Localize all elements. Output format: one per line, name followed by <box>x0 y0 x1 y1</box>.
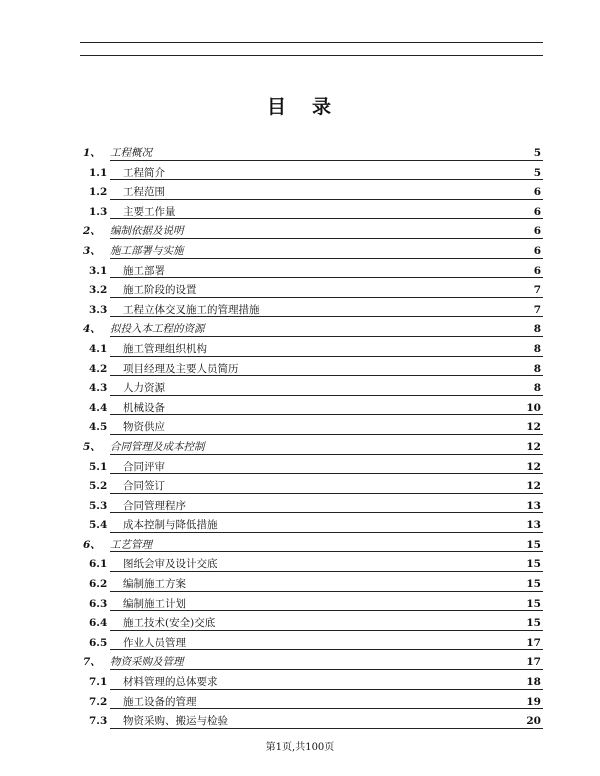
toc-entry-leader-line <box>110 454 543 455</box>
toc-entry-number: 2、 <box>83 225 101 238</box>
toc-entry[interactable] <box>80 496 543 516</box>
toc-entry[interactable] <box>80 319 543 339</box>
toc-entry-number: 5.1 <box>89 460 108 473</box>
toc-entry[interactable] <box>80 398 543 418</box>
toc-entry-number: 6.2 <box>89 578 108 591</box>
toc-entry-title: 施工设备的管理 <box>123 695 197 708</box>
toc-entry[interactable] <box>80 672 543 692</box>
toc-entry-page-number: 17 <box>526 656 541 669</box>
toc-entry-title: 工程立体交叉施工的管理措施 <box>123 303 260 316</box>
toc-entry[interactable] <box>80 437 543 457</box>
toc-entry-page-number: 12 <box>526 460 541 473</box>
toc-entry-title: 物资采购及管理 <box>110 656 184 669</box>
toc-entry-leader-line <box>110 258 543 259</box>
header-rule-bottom <box>80 55 543 56</box>
toc-entry-number: 5、 <box>83 440 101 453</box>
toc-entry-title: 物资采购、搬运与检验 <box>123 715 228 728</box>
table-of-contents <box>80 143 543 731</box>
toc-entry-title: 工艺管理 <box>110 538 152 551</box>
toc-entry[interactable] <box>80 143 543 163</box>
toc-entry[interactable] <box>80 535 543 555</box>
toc-entry-title: 主要工作量 <box>123 205 176 218</box>
toc-entry-leader-line <box>110 297 543 298</box>
title-char-1: 目 <box>266 96 288 118</box>
toc-entry[interactable] <box>80 652 543 672</box>
toc-entry-page-number: 6 <box>533 205 541 218</box>
toc-entry-title: 机械设备 <box>123 401 165 414</box>
toc-entry-leader-line <box>110 728 543 729</box>
toc-entry-title: 编制依据及说明 <box>110 225 184 238</box>
toc-entry-title: 编制施工计划 <box>123 597 186 610</box>
toc-entry-number: 3.3 <box>89 303 108 316</box>
toc-entry-title: 合同签订 <box>123 480 165 493</box>
toc-entry-title: 工程简介 <box>123 166 165 179</box>
toc-entry-number: 3、 <box>83 244 101 257</box>
toc-entry-leader-line <box>110 395 543 396</box>
toc-entry-leader-line <box>110 375 543 376</box>
toc-entry[interactable] <box>80 554 543 574</box>
toc-entry-number: 5.3 <box>89 499 108 512</box>
toc-entry-page-number: 8 <box>533 382 541 395</box>
toc-entry[interactable] <box>80 300 543 320</box>
toc-entry-title: 合同管理及成本控制 <box>110 440 205 453</box>
toc-entry-leader-line <box>110 669 543 670</box>
toc-entry-leader-line <box>110 571 543 572</box>
toc-entry-leader-line <box>110 356 543 357</box>
toc-entry-leader-line <box>110 493 543 494</box>
toc-entry-leader-line <box>110 649 543 650</box>
toc-entry-number: 5.2 <box>89 480 108 493</box>
toc-entry[interactable] <box>80 163 543 183</box>
page-title <box>0 92 600 119</box>
toc-entry-number: 1、 <box>83 147 101 159</box>
toc-entry-page-number: 7 <box>533 284 541 297</box>
toc-entry[interactable] <box>80 711 543 731</box>
toc-entry-leader-line <box>110 591 543 592</box>
toc-entry-page-number: 18 <box>526 676 541 689</box>
toc-entry[interactable] <box>80 633 543 653</box>
toc-entry[interactable] <box>80 241 543 261</box>
toc-entry-number: 3.2 <box>89 284 108 297</box>
toc-entry-number: 4.3 <box>89 382 108 395</box>
toc-entry-number: 6.1 <box>89 558 108 571</box>
toc-entry[interactable] <box>80 182 543 202</box>
toc-entry-title: 作业人员管理 <box>123 636 186 649</box>
toc-entry-leader-line <box>110 160 543 161</box>
toc-entry-page-number: 8 <box>533 342 541 355</box>
toc-entry-page-number: 8 <box>533 362 541 375</box>
toc-entry-leader-line <box>110 238 543 239</box>
toc-entry-title: 物资供应 <box>123 421 165 434</box>
toc-entry-number: 7.3 <box>89 715 108 728</box>
toc-entry-number: 6.5 <box>89 636 108 649</box>
title-char-2: 录 <box>312 96 334 118</box>
toc-entry-page-number: 10 <box>526 401 541 414</box>
toc-entry-number: 6.3 <box>89 597 108 610</box>
toc-entry-number: 3.1 <box>89 264 108 277</box>
toc-entry-title: 人力资源 <box>123 382 165 395</box>
toc-entry-number: 1.2 <box>89 186 108 199</box>
toc-entry-leader-line <box>110 336 543 337</box>
toc-entry[interactable] <box>80 574 543 594</box>
toc-entry-page-number: 15 <box>526 617 541 630</box>
toc-entry-title: 施工部署 <box>123 264 165 277</box>
toc-entry-title: 编制施工方案 <box>123 578 186 591</box>
toc-entry-title: 材料管理的总体要求 <box>123 676 218 689</box>
toc-entry-page-number: 6 <box>533 225 541 238</box>
toc-entry-number: 4.2 <box>89 362 108 375</box>
toc-entry-page-number: 6 <box>533 244 541 257</box>
toc-entry-number: 7、 <box>83 656 101 669</box>
toc-entry-leader-line <box>110 551 543 552</box>
toc-entry-page-number: 5 <box>533 147 541 159</box>
toc-entry-page-number: 8 <box>533 323 541 336</box>
toc-entry[interactable] <box>80 359 543 379</box>
toc-entry[interactable] <box>80 457 543 477</box>
toc-entry-number: 4.1 <box>89 342 108 355</box>
toc-entry-leader-line <box>110 199 543 200</box>
toc-entry-page-number: 15 <box>526 597 541 610</box>
toc-entry-title: 合同管理程序 <box>123 499 186 512</box>
toc-entry-page-number: 12 <box>526 421 541 434</box>
toc-entry[interactable] <box>80 221 543 241</box>
toc-entry-title: 工程范围 <box>123 186 165 199</box>
toc-entry-page-number: 15 <box>526 558 541 571</box>
toc-entry-leader-line <box>110 689 543 690</box>
toc-entry-title: 施工部署与实施 <box>110 244 184 257</box>
toc-entry-page-number: 12 <box>526 440 541 453</box>
toc-entry-page-number: 19 <box>526 695 541 708</box>
toc-entry-title: 项目经理及主要人员简历 <box>123 362 239 375</box>
toc-entry-leader-line <box>110 610 543 611</box>
toc-entry-title: 拟投入本工程的资源 <box>110 323 205 336</box>
toc-entry-page-number: 15 <box>526 538 541 551</box>
toc-entry-title: 施工管理组织机构 <box>123 342 207 355</box>
toc-entry-number: 4.5 <box>89 421 108 434</box>
toc-entry-page-number: 7 <box>533 303 541 316</box>
toc-entry-title: 施工技术(安全)交底 <box>123 617 216 630</box>
toc-entry-number: 7.2 <box>89 695 108 708</box>
toc-entry-title: 合同评审 <box>123 460 165 473</box>
toc-entry-leader-line <box>110 179 543 180</box>
toc-entry-title: 成本控制与降低措施 <box>123 519 218 532</box>
toc-entry[interactable] <box>80 613 543 633</box>
toc-entry-page-number: 13 <box>526 499 541 512</box>
toc-entry[interactable] <box>80 280 543 300</box>
toc-entry-number: 6.4 <box>89 617 108 630</box>
toc-entry-leader-line <box>110 434 543 435</box>
toc-entry[interactable] <box>80 339 543 359</box>
toc-entry-number: 6、 <box>83 538 101 551</box>
header-rule-top <box>80 42 543 43</box>
toc-entry-number: 4.4 <box>89 401 108 414</box>
toc-entry-page-number: 12 <box>526 480 541 493</box>
toc-entry-leader-line <box>110 630 543 631</box>
toc-entry-leader-line <box>110 532 543 533</box>
toc-entry[interactable] <box>80 261 543 281</box>
toc-entry-page-number: 20 <box>526 715 541 728</box>
toc-entry-number: 4、 <box>83 323 101 336</box>
toc-entry[interactable] <box>80 692 543 712</box>
toc-entry-page-number: 17 <box>526 636 541 649</box>
toc-entry-leader-line <box>110 277 543 278</box>
toc-entry-leader-line <box>110 708 543 709</box>
toc-entry-leader-line <box>110 316 543 317</box>
page-footer: 第1页,共100页 <box>265 742 335 753</box>
toc-entry[interactable] <box>80 378 543 398</box>
toc-entry-leader-line <box>110 473 543 474</box>
toc-entry[interactable] <box>80 417 543 437</box>
toc-entry-leader-line <box>110 414 543 415</box>
toc-entry-number: 1.1 <box>89 166 108 179</box>
toc-entry-number: 1.3 <box>89 205 108 218</box>
toc-entry-leader-line <box>110 218 543 219</box>
toc-entry-page-number: 6 <box>533 264 541 277</box>
toc-entry[interactable] <box>80 476 543 496</box>
toc-entry-page-number: 13 <box>526 519 541 532</box>
toc-entry-page-number: 15 <box>526 578 541 591</box>
toc-entry[interactable] <box>80 202 543 222</box>
toc-entry-title: 图纸会审及设计交底 <box>123 558 218 571</box>
toc-entry-title: 工程概况 <box>110 147 152 159</box>
toc-entry-number: 5.4 <box>89 519 108 532</box>
toc-entry-page-number: 5 <box>533 166 541 179</box>
toc-entry[interactable] <box>80 515 543 535</box>
toc-entry-leader-line <box>110 512 543 513</box>
toc-entry-title: 施工阶段的设置 <box>123 284 197 297</box>
toc-entry[interactable] <box>80 594 543 614</box>
toc-entry-page-number: 6 <box>533 186 541 199</box>
toc-entry-number: 7.1 <box>89 676 108 689</box>
